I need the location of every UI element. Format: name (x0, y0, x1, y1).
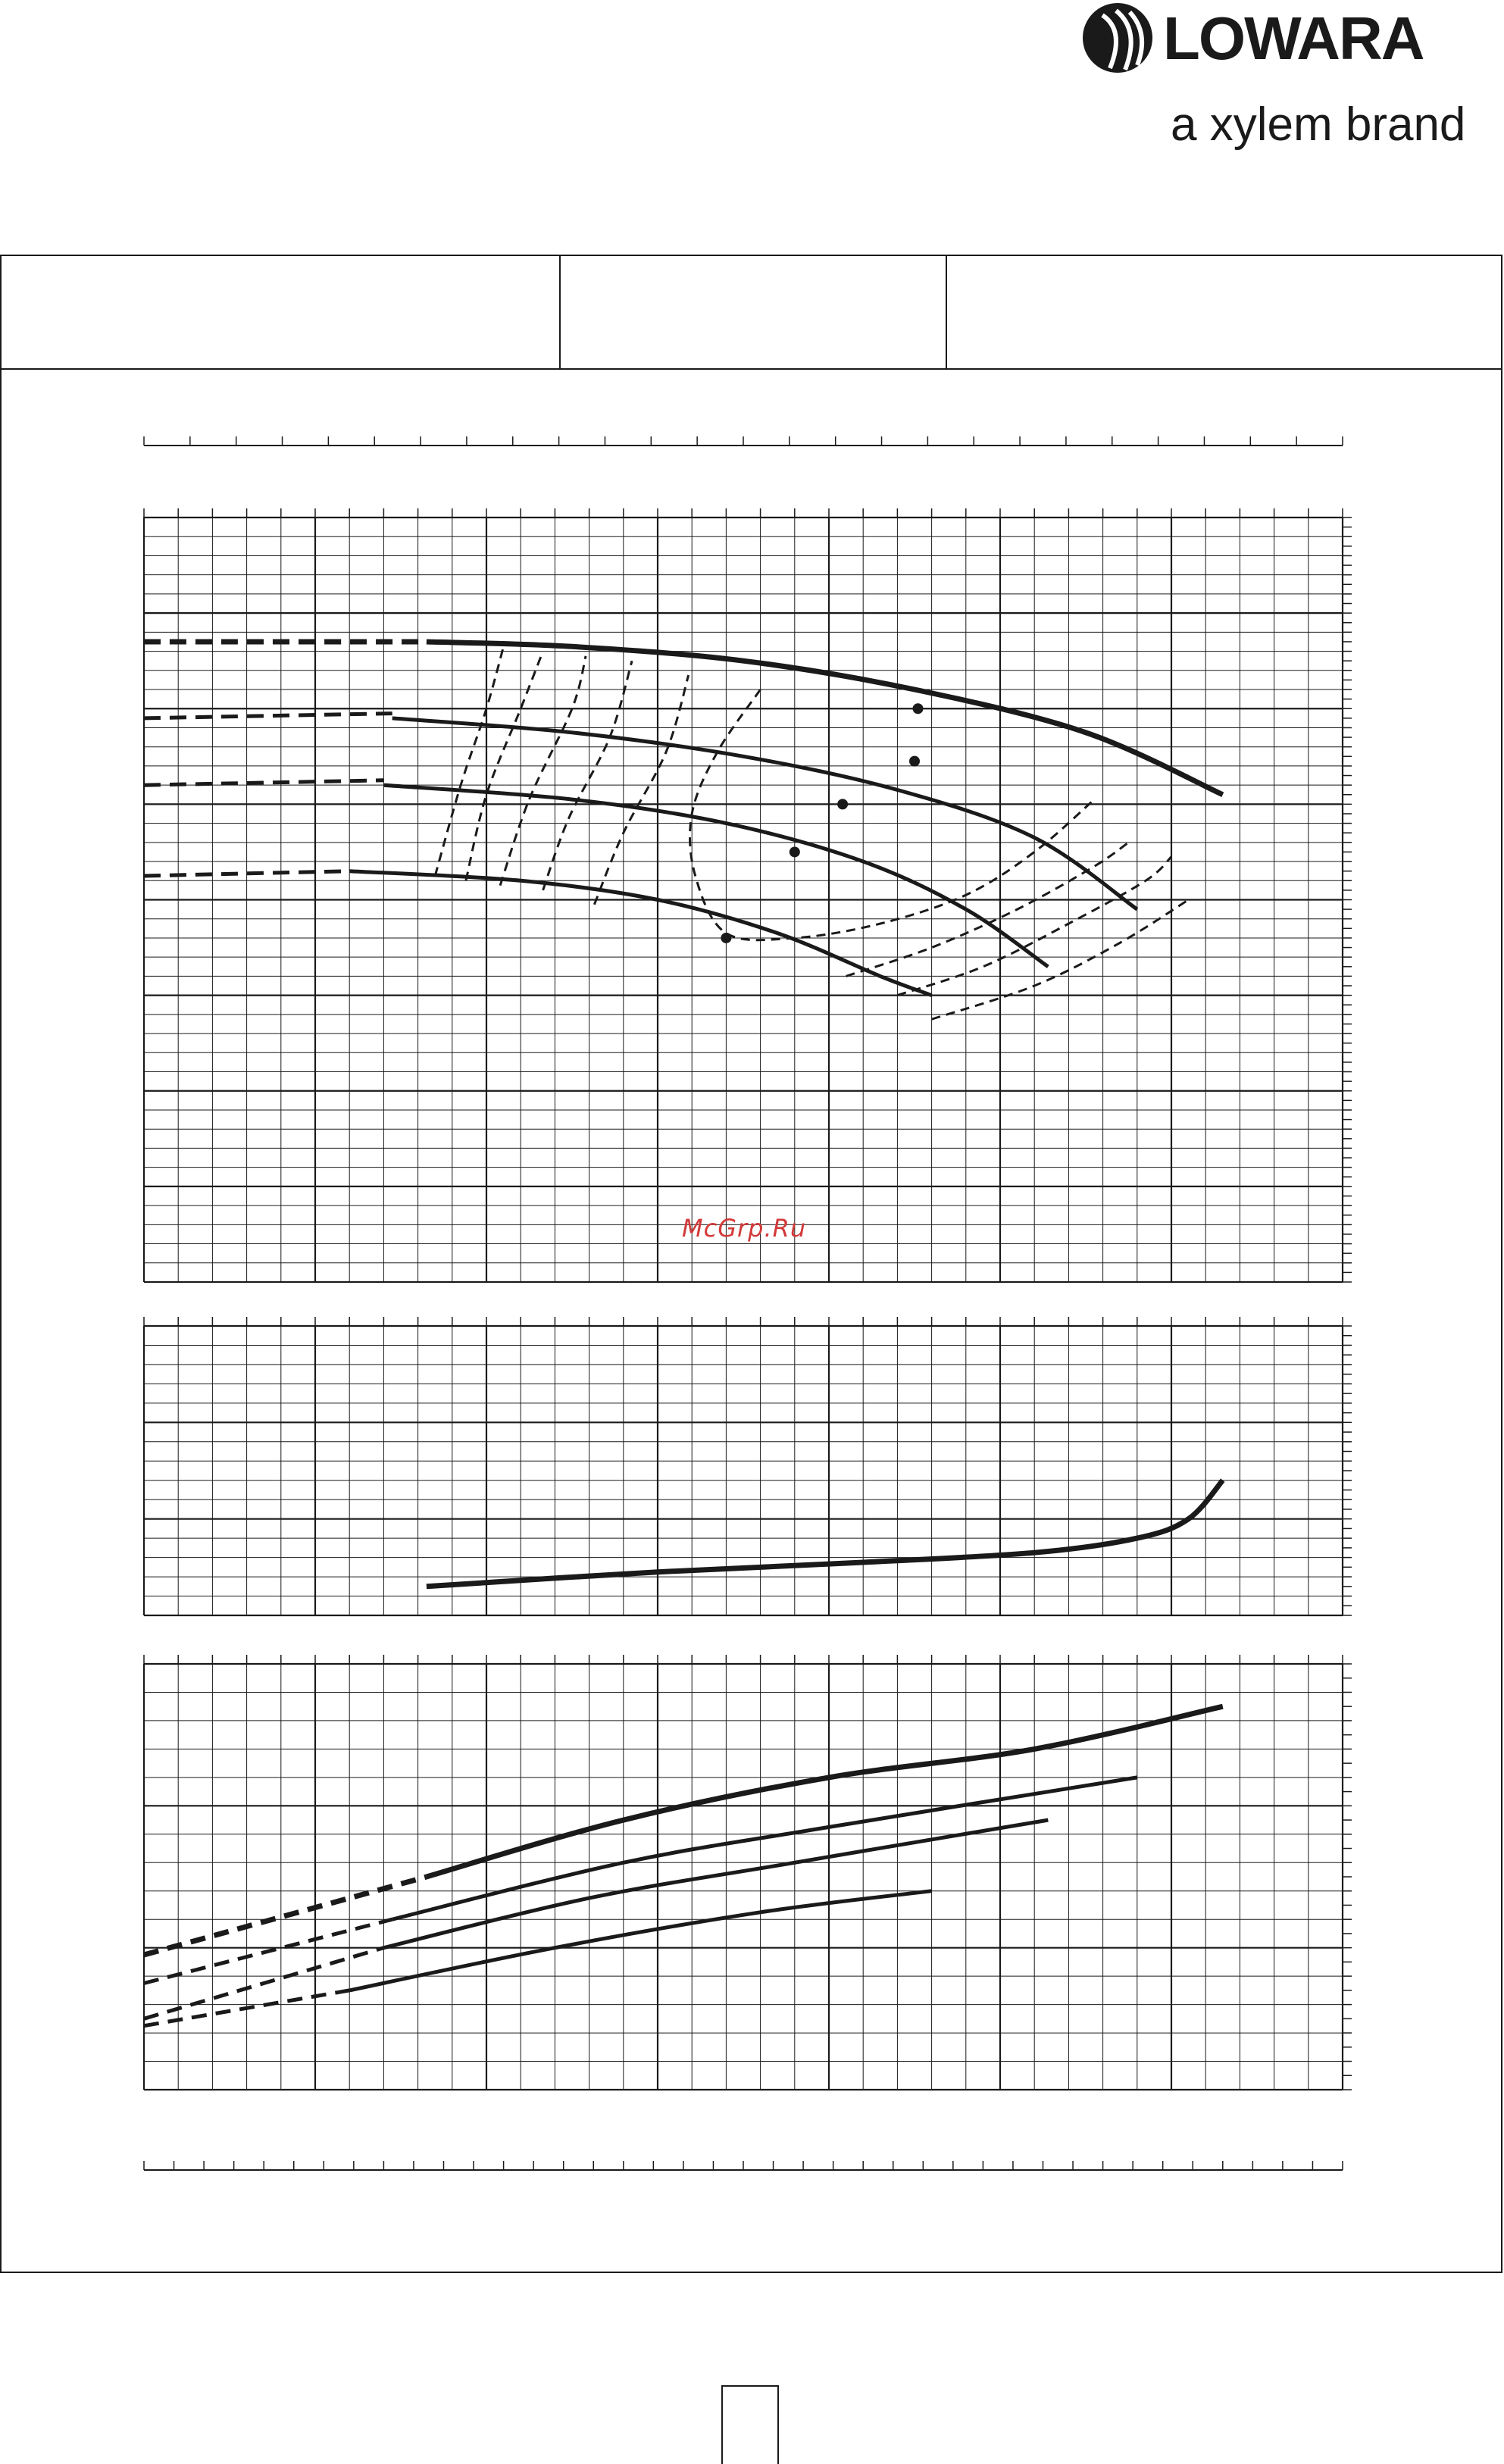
head-curve-2 (383, 785, 1048, 967)
efficiency-line-2 (932, 900, 1189, 1020)
head-curve-dashed-1 (144, 714, 392, 718)
operating-point-marker (721, 933, 731, 943)
operating-point-marker (837, 799, 848, 809)
power-curve-3 (349, 1891, 931, 1990)
operating-point-marker (790, 846, 800, 857)
head-curve-3 (349, 871, 931, 996)
npsh-limit-curve-2 (500, 656, 586, 886)
watermark: McGrp.Ru (682, 1214, 807, 1243)
npsh-limit-curve-3 (543, 661, 633, 890)
brand-name: LOWARA (1163, 5, 1424, 72)
power-curve-dashed-2 (144, 1948, 383, 2019)
operating-point-marker (913, 703, 924, 714)
power-curve-dashed-1 (144, 1919, 392, 1983)
npsh-curve-0 (427, 1481, 1223, 1587)
operating-point-marker (909, 756, 920, 767)
efficiency-contour (689, 689, 1094, 940)
npsh-limit-curve-0 (435, 646, 503, 876)
efficiency-line-0 (846, 843, 1129, 977)
power-curve-1 (392, 1778, 1137, 1919)
head-curve-dashed-2 (144, 780, 383, 785)
npsh-limit-curve-4 (594, 675, 688, 905)
power-curve-0 (427, 1706, 1223, 1877)
page-number (721, 2385, 779, 2464)
power-curve-dashed-0 (144, 1877, 427, 1955)
brand-tagline: a xylem brand (1171, 98, 1466, 151)
power-curve-2 (383, 1820, 1048, 1948)
